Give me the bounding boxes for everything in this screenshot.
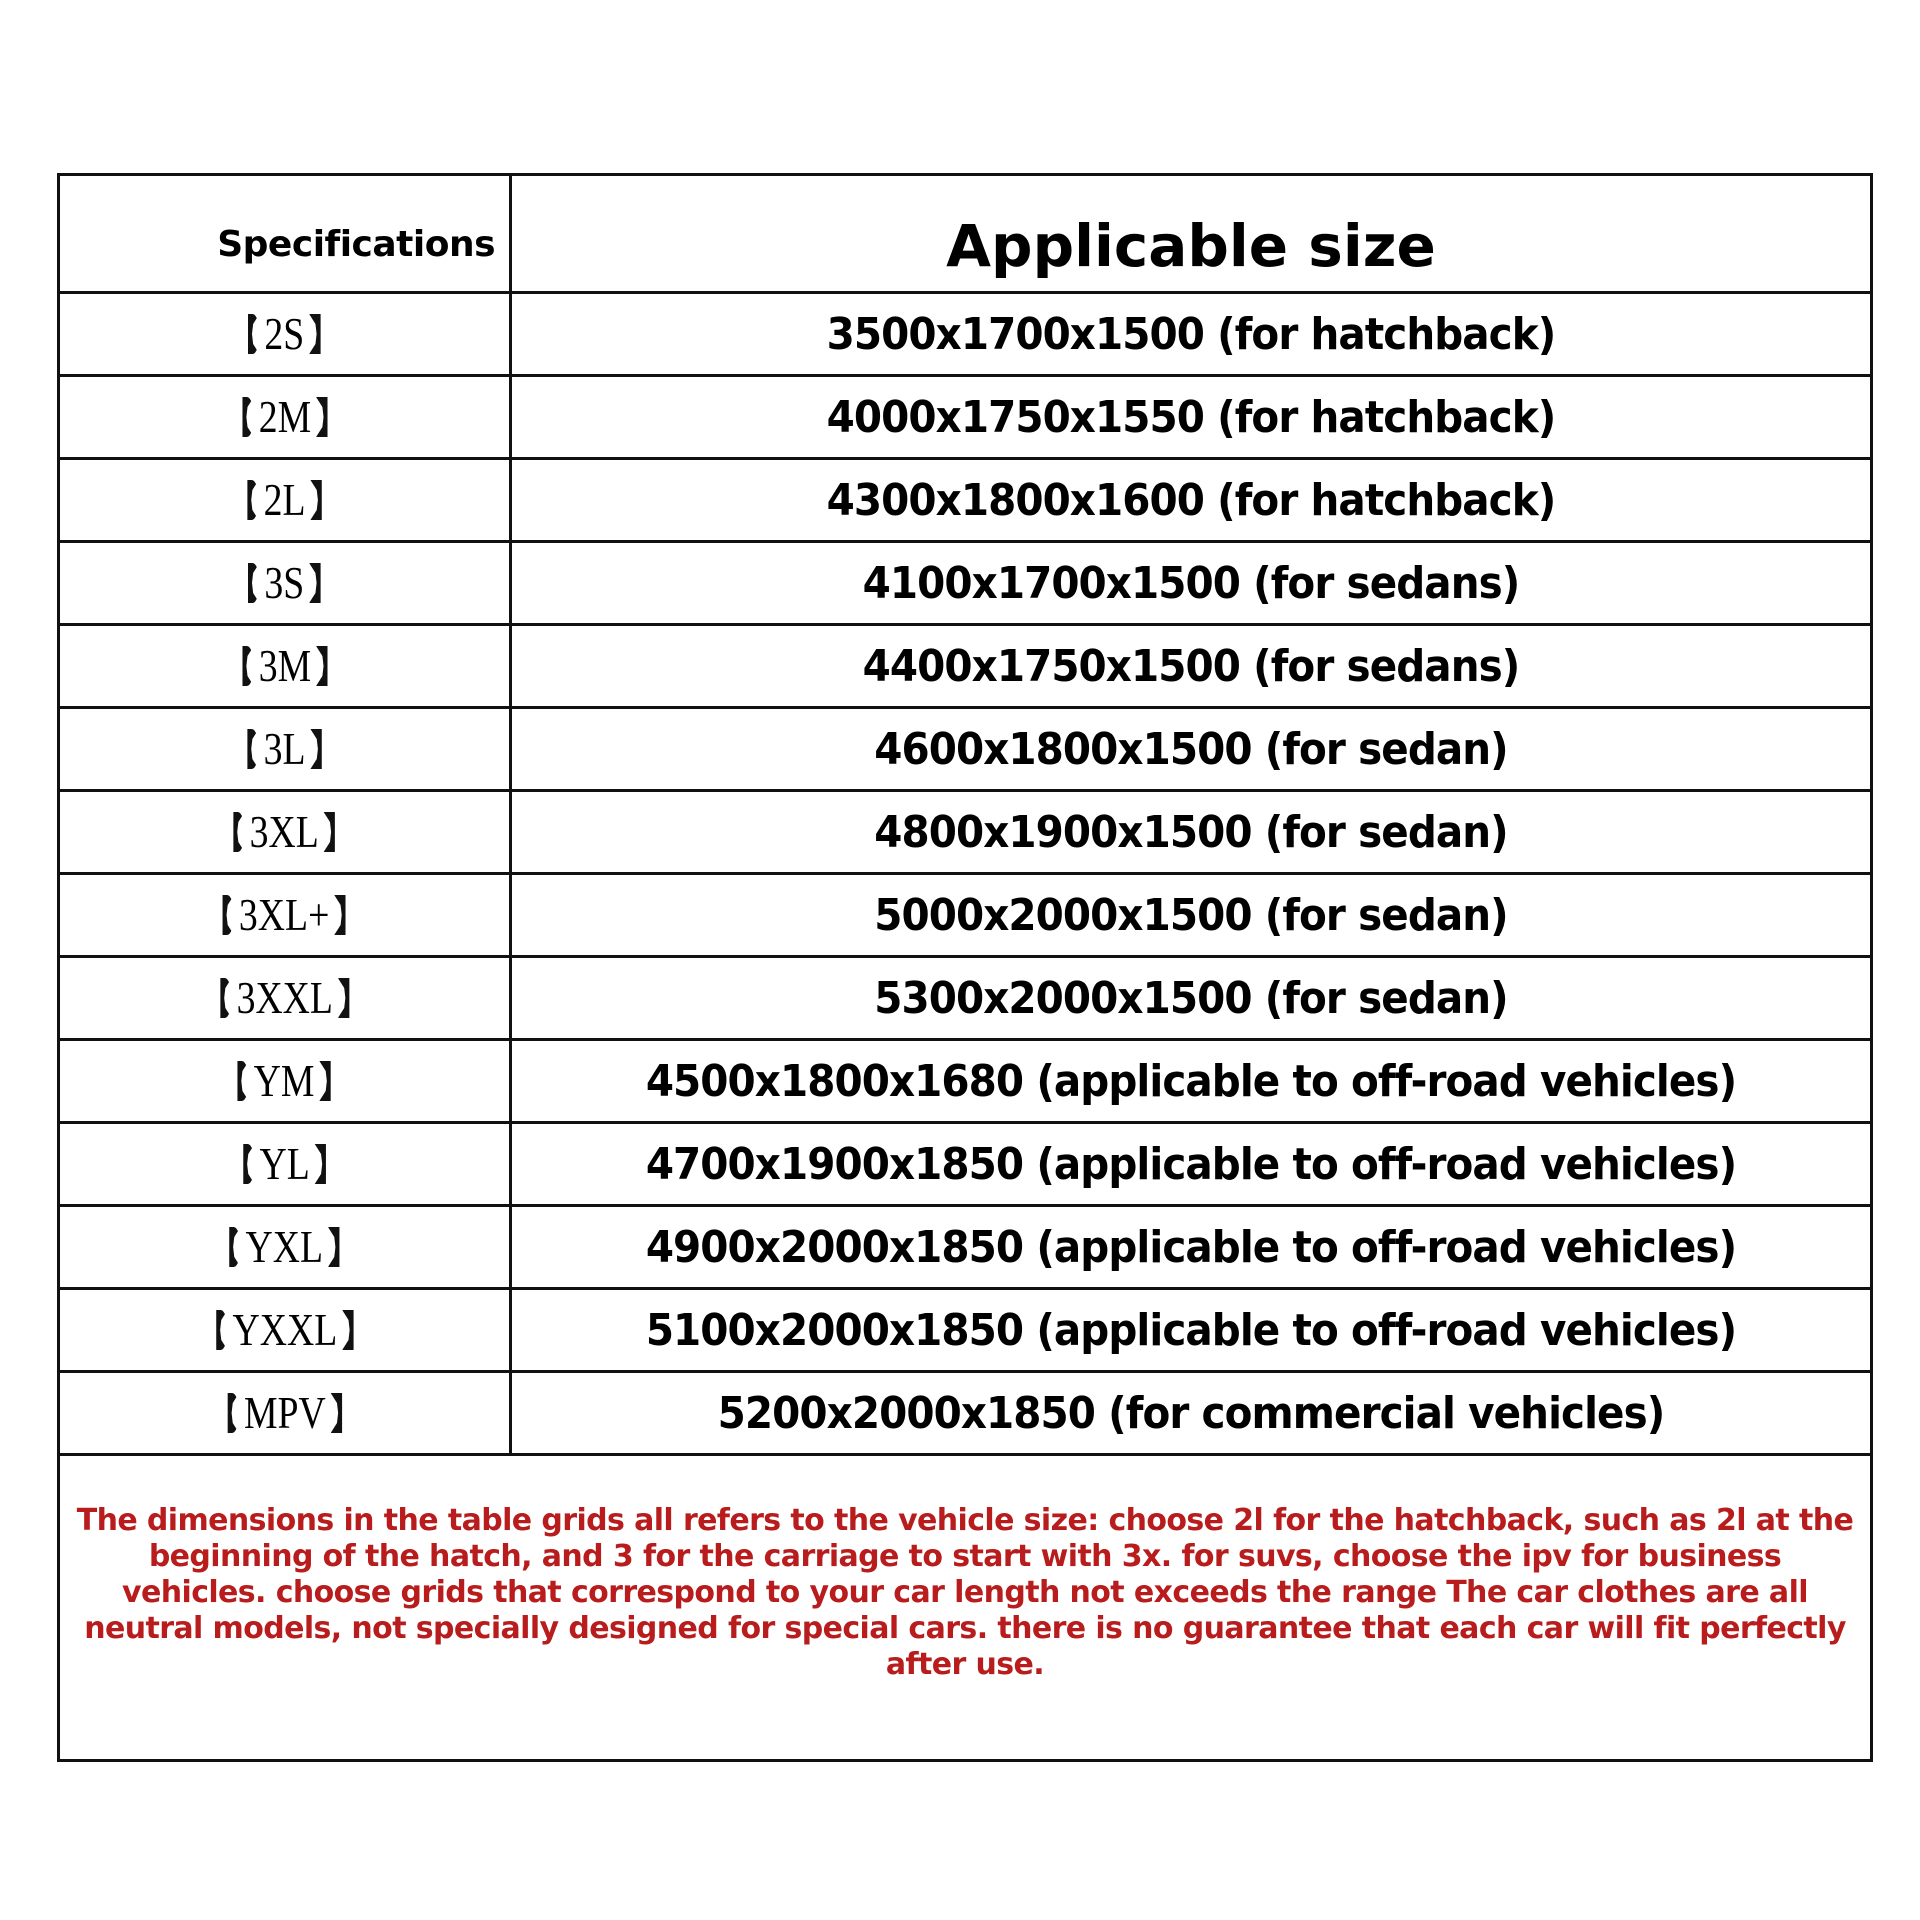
spec-cell [60, 543, 512, 623]
table-row [60, 875, 1870, 958]
spec-code: 3XL [249, 806, 320, 857]
size-cell: 4600x1800x1500 (for sedan) [874, 723, 1508, 775]
spec-label [229, 1221, 339, 1272]
spec-code: 2S [264, 308, 305, 359]
spec-cell [60, 875, 512, 955]
spec-code: YXXL [232, 1304, 337, 1355]
size-cell: 4700x1900x1850 (applicable to off-road vehicles) [645, 1138, 1737, 1190]
spec-label [242, 640, 327, 691]
left-bracket-icon [242, 646, 253, 686]
spec-label [216, 1304, 354, 1355]
left-bracket-icon [227, 1393, 238, 1433]
size-cell: 4300x1800x1600 (for hatchback) [826, 474, 1556, 526]
left-bracket-icon [234, 812, 245, 852]
left-bracket-icon [248, 563, 259, 603]
spec-code: MPV [243, 1387, 326, 1438]
right-bracket-icon [315, 1144, 326, 1184]
right-bracket-icon [320, 1061, 331, 1101]
table-row [60, 1373, 1870, 1456]
spec-label [248, 308, 321, 359]
right-bracket-icon [310, 729, 321, 769]
size-cell: 5300x2000x1500 (for sedan) [874, 972, 1508, 1024]
right-bracket-icon [338, 978, 349, 1018]
size-cell: 4500x1800x1680 (applicable to off-road vehicles) [645, 1055, 1737, 1107]
size-cell: 4800x1900x1500 (for sedan) [874, 806, 1508, 858]
spec-cell [60, 1290, 512, 1370]
table-row [60, 460, 1870, 543]
spec-label [227, 1387, 342, 1438]
spec-label [223, 889, 346, 940]
left-bracket-icon [229, 1227, 240, 1267]
right-bracket-icon [330, 1393, 341, 1433]
size-cell: 5200x2000x1850 (for commercial vehicles) [717, 1387, 1665, 1439]
spec-cell [60, 958, 512, 1038]
disclaimer-note-cell [60, 1456, 1870, 1759]
left-bracket-icon [248, 314, 259, 354]
spec-cell [60, 1207, 512, 1287]
size-cell: 4100x1700x1500 (for sedans) [862, 557, 1520, 609]
table-header-row [60, 176, 1870, 294]
size-cell: 4900x2000x1850 (applicable to off-road vehicles) [645, 1221, 1737, 1273]
spec-code: 2M [258, 391, 311, 442]
left-bracket-icon [242, 397, 253, 437]
spec-code: 3M [258, 640, 311, 691]
table-row [60, 1041, 1870, 1124]
table-row [60, 294, 1870, 377]
table-row [60, 1207, 1870, 1290]
spec-cell [60, 709, 512, 789]
spec-cell [60, 792, 512, 872]
spec-cell [60, 1124, 512, 1204]
table-row [60, 792, 1870, 875]
disclaimer-note: The dimensions in the table grids all refers to the vehicle size: choose 2l for the hatchback, such as 2l at the beginning of the hatch, and 3 for the carriage to start with 3x. for suvs, choose the ipv for business vehicles. choose grids that correspond to your car length not exceeds the range The car clothes are all neutral models, not specially designed for special cars. there is no guarantee that each car will fit perfectly after use. [76, 1502, 1854, 1682]
table-row [60, 1290, 1870, 1373]
size-cell: 5000x2000x1500 (for sedan) [874, 889, 1508, 941]
spec-code: YM [254, 1055, 315, 1106]
right-bracket-icon [342, 1310, 353, 1350]
right-bracket-icon [310, 480, 321, 520]
spec-label [234, 806, 336, 857]
spec-cell [60, 377, 512, 457]
spec-label [242, 391, 327, 442]
table-row [60, 377, 1870, 460]
size-cell: 3500x1700x1500 (for hatchback) [826, 308, 1556, 360]
spec-label [248, 557, 321, 608]
spec-code: 3S [264, 557, 305, 608]
left-bracket-icon [247, 480, 258, 520]
size-cell: 4000x1750x1550 (for hatchback) [826, 391, 1556, 443]
spec-label [243, 1138, 326, 1189]
size-cell: 5100x2000x1850 (applicable to off-road vehicles) [645, 1304, 1737, 1356]
table-row [60, 709, 1870, 792]
right-bracket-icon [316, 646, 327, 686]
spec-label [247, 474, 322, 525]
right-bracket-icon [316, 397, 327, 437]
spec-cell [60, 1041, 512, 1121]
spec-label [247, 723, 322, 774]
spec-cell [60, 1373, 512, 1453]
left-bracket-icon [220, 978, 231, 1018]
spec-code: 3XXL [236, 972, 333, 1023]
spec-label [238, 1055, 332, 1106]
left-bracket-icon [238, 1061, 249, 1101]
spec-cell [60, 460, 512, 540]
spec-code: YL [259, 1138, 310, 1189]
spec-cell [60, 626, 512, 706]
table-row [60, 958, 1870, 1041]
applicable-size-header: Applicable size [946, 211, 1436, 280]
spec-code: 3L [263, 723, 306, 774]
specifications-header: Specifications [60, 176, 512, 291]
spec-code: 3XL+ [239, 889, 330, 940]
left-bracket-icon [247, 729, 258, 769]
table-row [60, 1124, 1870, 1207]
spec-cell [60, 294, 512, 374]
right-bracket-icon [328, 1227, 339, 1267]
left-bracket-icon [216, 1310, 227, 1350]
table-row [60, 543, 1870, 626]
right-bracket-icon [324, 812, 335, 852]
right-bracket-icon [309, 563, 320, 603]
size-chart-table [57, 173, 1873, 1762]
spec-label [220, 972, 349, 1023]
table-row [60, 626, 1870, 709]
left-bracket-icon [243, 1144, 254, 1184]
spec-code: 2L [263, 474, 306, 525]
right-bracket-icon [309, 314, 320, 354]
spec-code: YXL [245, 1221, 324, 1272]
size-cell: 4400x1750x1500 (for sedans) [862, 640, 1520, 692]
left-bracket-icon [223, 895, 234, 935]
right-bracket-icon [335, 895, 346, 935]
